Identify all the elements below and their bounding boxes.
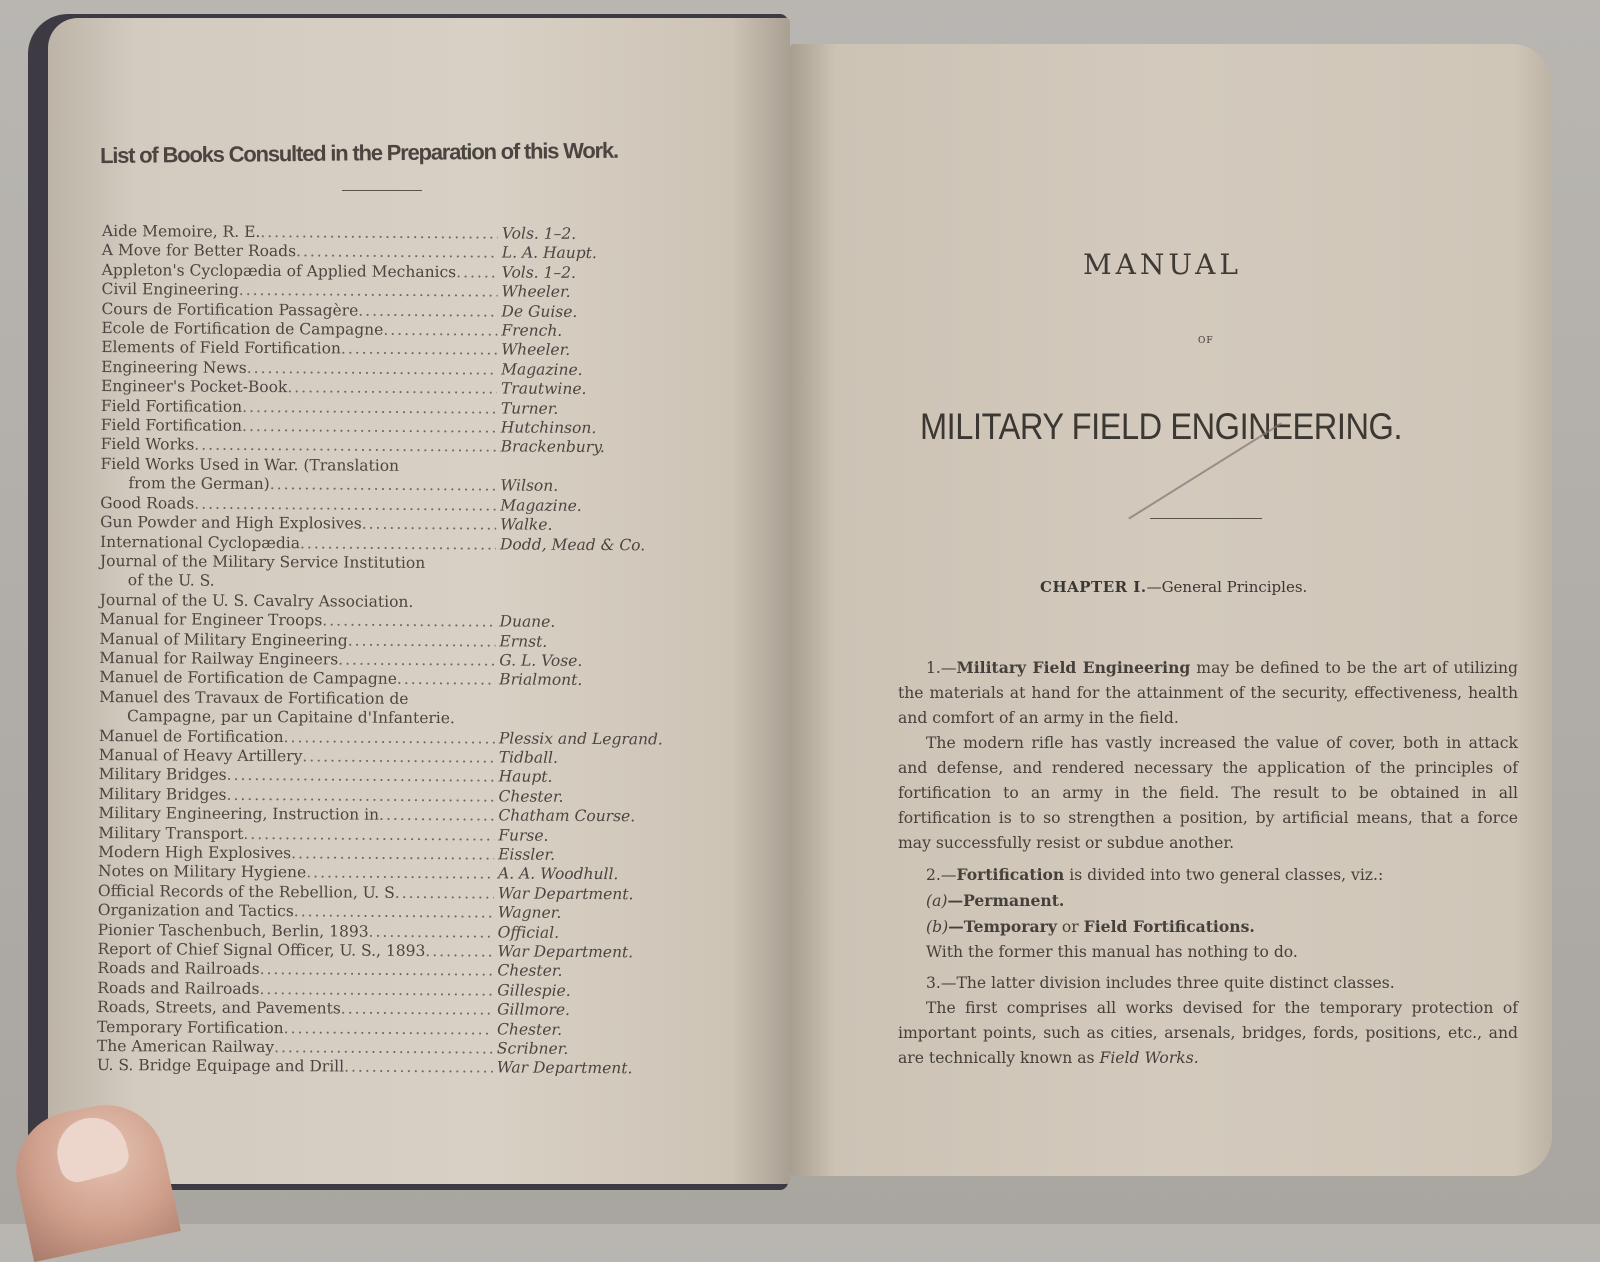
term: Military Field Engineering (956, 658, 1191, 677)
book-title: Campagne, par un Capitaine d'Infanterie. (126, 707, 455, 728)
paragraph-2: The modern rifle has vastly increased the value of cover, both in attack and defense, and rendered necessary the application of the principles of fortification to an army in the field. The result to be obtained in all fortification is to so strengthen a position, by artificial means, that a force may successfully resist or subdue another. (898, 734, 1518, 852)
leader-dots (274, 1038, 493, 1059)
book-title: Temporary Fortification (97, 1017, 284, 1037)
leader-dots (397, 670, 495, 690)
term: Fortification (956, 865, 1065, 884)
book-title: Manual of Military Engineering (99, 629, 348, 650)
paragraph-5: 3.—The latter division includes three quite distinct classes. (926, 974, 1395, 992)
leader-dots (425, 942, 493, 962)
chapter-label: CHAPTER I. (1040, 578, 1147, 596)
title-military-field-engineering: MILITARY FIELD ENGINEERING. (920, 406, 1403, 447)
term: Field Works. (1099, 1049, 1199, 1067)
book-title: Field Fortification (100, 396, 243, 416)
book-title: A Move for Better Roads (101, 241, 297, 261)
book-author: L. A. Haupt. (501, 243, 597, 263)
book-author: Chester. (497, 1020, 563, 1039)
book-title: Engineering News (101, 357, 247, 377)
paragraph-6 (898, 996, 1518, 1071)
leader-dots (284, 728, 495, 749)
book-author: Ernst. (499, 631, 548, 651)
leader-dots (260, 223, 498, 244)
book-author: Tidball. (498, 748, 559, 767)
book-author: Furse. (498, 826, 549, 845)
book-author: Haupt. (498, 767, 553, 787)
paragraph-1 (898, 655, 1518, 731)
leader-dots (322, 611, 495, 631)
leader-dots (259, 980, 493, 1001)
leader-dots (239, 281, 498, 302)
leader-dots (344, 1058, 493, 1078)
leader-dots (341, 1000, 493, 1020)
book-title: Manual for Railway Engineers (99, 648, 339, 669)
book-author: Chatham Course. (498, 806, 636, 826)
book-author: Trautwine. (500, 379, 587, 399)
book-title: Gun Powder and High Explosives (100, 513, 362, 533)
book-author (495, 710, 699, 731)
para-text: is divided into two general classes, viz.: (1064, 866, 1384, 884)
book-title: Engineer's Pocket-Book (100, 377, 288, 397)
book-author: Vols. 1–2. (501, 224, 577, 243)
book-title: Journal of the U. S. Cavalry Association. (99, 590, 414, 611)
leader-dots (455, 709, 495, 729)
chapter-title: —General Principles. (1146, 578, 1308, 596)
book-author: Hutchinson. (500, 418, 597, 438)
leader-dots (383, 321, 497, 341)
book-title: from the German) (128, 474, 270, 494)
leader-dots (379, 806, 494, 826)
para-number: 2.— (926, 866, 957, 884)
book-title: Good Roads (100, 493, 195, 513)
leader-dots (194, 436, 496, 457)
book-title: Civil Engineering (101, 280, 239, 300)
chapter-heading (1040, 578, 1307, 596)
book-author: War Department. (497, 942, 634, 962)
book-title: Roads and Railroads (97, 959, 260, 979)
leader-dots (296, 243, 498, 264)
book-author: Vols. 1–2. (501, 263, 577, 282)
leader-dots (294, 902, 494, 923)
leader-dots (227, 766, 495, 787)
book-author: Turner. (500, 399, 559, 418)
book-title: Official Records of the Rebellion, U. S (97, 881, 395, 902)
heading-rule (342, 190, 422, 191)
book-author: Brialmont. (499, 670, 583, 690)
book-title: Roads and Railroads (97, 978, 260, 998)
title-manual: MANUAL (1083, 248, 1242, 281)
leader-dots (284, 1019, 494, 1040)
leader-dots (243, 824, 494, 845)
book-author: Dodd, Mead & Co. (499, 534, 646, 554)
paragraph-3 (898, 862, 1518, 888)
book-author: French. (501, 321, 563, 340)
leader-dots (413, 593, 495, 613)
leader-dots (358, 301, 497, 321)
leader-dots (348, 631, 496, 651)
book-title: Journal of the Military Service Institution (99, 551, 426, 572)
book-title: Field Works Used in War. (Translation (100, 454, 400, 475)
class-a (898, 888, 1518, 914)
book-author (496, 457, 700, 478)
book-title: Notes on Military Hygiene (97, 862, 307, 882)
book-title: Military Transport (98, 823, 244, 843)
leader-dots (287, 378, 497, 399)
leader-dots (408, 690, 495, 710)
book-author: Gillespie. (497, 981, 571, 1000)
list-heading: List of Books Consulted in the Preparation of this Work. (99, 137, 618, 169)
leader-dots (399, 457, 497, 477)
book-author: A. A. Woodhull. (497, 864, 619, 884)
book-title: Manual for Engineer Troops (99, 610, 323, 630)
term: —Temporary (948, 917, 1057, 936)
book-author: Duane. (499, 612, 556, 631)
leader-dots (260, 960, 494, 981)
book-author (495, 690, 699, 711)
book-title: Roads, Streets, and Pavements (97, 998, 341, 1018)
book-author: Magazine. (500, 496, 582, 515)
leader-dots (226, 786, 494, 807)
label: (a) (926, 892, 948, 910)
term: Field Fortifications. (1083, 917, 1255, 936)
leader-dots (291, 844, 494, 865)
book-title: Field Fortification (100, 416, 243, 435)
book-author: G. L. Vose. (499, 651, 583, 670)
book-author: War Department. (497, 884, 634, 904)
book-title: Ecole de Fortification de Campagne (101, 319, 384, 339)
leader-dots (395, 884, 494, 904)
book-title: Pionier Taschenbuch, Berlin, 1893 (97, 920, 369, 941)
leader-dots (302, 747, 494, 768)
paragraph-4: With the former this manual has nothing to do. (926, 943, 1298, 961)
book-title: Military Bridges (98, 784, 227, 804)
leader-dots (306, 864, 494, 885)
leader-dots (425, 554, 496, 574)
book-author (496, 593, 700, 614)
book-title: of the U. S. (127, 571, 215, 591)
book-title: Cours de Fortification Passagère (101, 299, 359, 320)
book-author (496, 554, 700, 575)
book-author: Wheeler. (501, 340, 571, 360)
book-title: Manuel des Travaux de Fortification de (99, 687, 409, 708)
book-title: Manuel de Fortification (98, 726, 284, 746)
book-author: Brackenbury. (500, 437, 605, 457)
leader-dots (215, 572, 496, 593)
book-title: Manuel de Fortification de Campagne (99, 668, 398, 689)
book-title: Military Bridges (98, 765, 227, 785)
book-author: Scribner. (496, 1039, 569, 1058)
book-author: Plessix and Legrand. (498, 728, 663, 748)
book-author: Wilson. (500, 476, 559, 496)
chapter-body (898, 655, 1518, 1071)
book-title: The American Railway (96, 1037, 275, 1057)
book-title: Report of Chief Signal Officer, U. S., 1893 (97, 940, 426, 961)
para-text: The first comprises all works devised for the temporary protection of important points, such as cities, arsenals, bridges, fords, positions, etc., and are technically known as (898, 999, 1518, 1067)
book-title: Modern High Explosives (98, 842, 292, 863)
book-title: International Cyclopædia (99, 532, 301, 552)
book-title: Elements of Field Fortification (101, 338, 341, 358)
book-author: Chester. (498, 787, 564, 806)
book-title: Military Engineering, Instruction in (98, 804, 380, 824)
book-author: Eissler. (498, 845, 556, 864)
leader-dots (242, 398, 497, 419)
leader-dots (242, 417, 497, 438)
para-text: may be defined to be the art of utilizing the materials at hand for the attainment of the security, effectiveness, health and comfort of an army in the field. (898, 659, 1519, 727)
book-author: Magazine. (501, 360, 583, 379)
book-title: Organization and Tactics (97, 901, 294, 921)
leader-dots (300, 534, 496, 555)
book-author: De Guise. (501, 302, 578, 321)
book-title: Field Works (100, 435, 195, 455)
book-title: Manual of Heavy Artillery (98, 745, 303, 766)
book-title: Aide Memoire, R. E. (101, 222, 261, 241)
book-author: Official. (497, 923, 560, 942)
book-author: Wagner. (497, 903, 562, 923)
leader-dots (247, 359, 497, 380)
leader-dots (194, 494, 496, 515)
para-number: 1.— (926, 659, 957, 677)
book-title: U. S. Bridge Equipage and Drill (96, 1056, 345, 1076)
book-author: Chester. (497, 961, 563, 981)
class-b (898, 914, 1518, 940)
label: (b) (926, 918, 949, 936)
book-author (496, 574, 700, 595)
leader-dots (362, 515, 497, 535)
book-author: War Department. (496, 1058, 633, 1078)
book-title: Appleton's Cyclopædia of Applied Mechanics (101, 260, 457, 281)
leader-dots (456, 263, 498, 283)
leader-dots (369, 922, 494, 942)
leader-dots (338, 650, 495, 670)
title-of: OF (1198, 336, 1214, 346)
para-text: or (1056, 918, 1084, 936)
book-author: Gillmore. (497, 1000, 571, 1020)
term: —Permanent. (947, 891, 1065, 910)
title-rule (1150, 518, 1262, 519)
leader-dots (270, 475, 497, 496)
book-entry (97, 1056, 697, 1079)
book-author: Walke. (500, 515, 553, 534)
leader-dots (341, 340, 497, 360)
books-list (97, 222, 702, 1080)
book-author: Wheeler. (501, 282, 571, 302)
